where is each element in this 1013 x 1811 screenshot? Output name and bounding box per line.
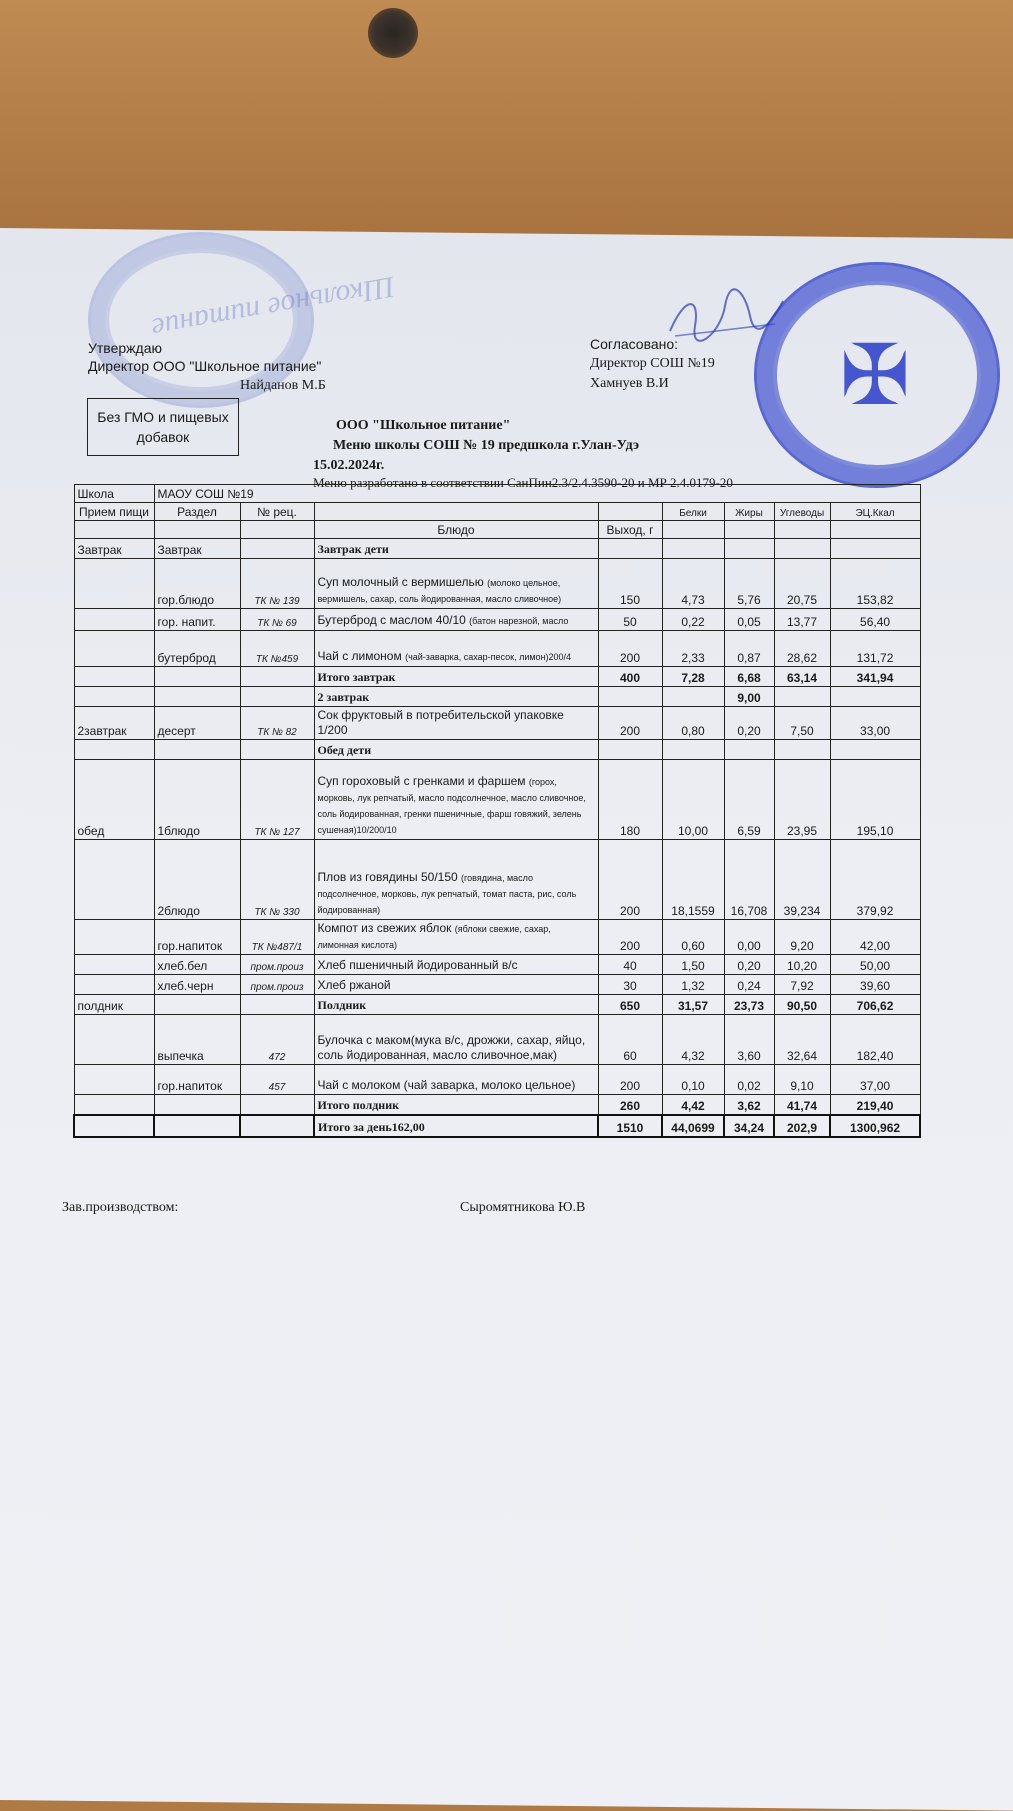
section-cell: гор.блюдо [154,559,240,609]
section-cell [154,740,240,760]
kcal-cell: 37,00 [830,1065,920,1095]
heading-norms: Меню разработано в соответствии СанПин2.3/2.4.3590-20 и МР 2.4.0179-20 [313,475,733,490]
recipe-cell: пром.произ [240,975,314,995]
kcal-cell [830,539,920,559]
carbs-cell: 23,95 [774,760,830,840]
yield-cell: 650 [598,995,662,1015]
recipe-cell: ТК № 82 [240,707,314,740]
meal-cell [74,687,154,707]
approve-label: Утверждаю [88,340,162,356]
table-row [74,707,920,740]
table-row [74,760,920,840]
table-row [74,631,920,667]
meal-cell [74,667,154,687]
dish-cell [314,667,598,687]
meal-cell: 2завтрак [74,707,154,740]
table-row [74,1015,920,1065]
yield-cell: 200 [598,707,662,740]
kcal-cell: 706,62 [830,995,920,1015]
menu-table [73,484,921,1138]
fat-cell: 6,68 [724,667,774,687]
meal-cell: обед [74,760,154,840]
fat-cell: 0,87 [724,631,774,667]
header-yield: Выход, г [598,521,662,539]
signature-icon [665,286,785,346]
fat-cell: 5,76 [724,559,774,609]
dish-ingredients: (батон нарезной, масло [469,616,569,626]
header-recipe: № рец. [240,503,314,521]
fat-cell: 0,00 [724,920,774,955]
dish-name: Булочка с маком(мука в/с, дрожжи, сахар, яйцо, соль йодированная, масло сливочное,мак) [317,1033,586,1062]
company-stamp-text: Школьное питание [149,269,398,346]
dish-cell [314,995,598,1015]
fat-cell: 0,20 [724,955,774,975]
table-row [74,995,920,1015]
meal-cell [74,1115,154,1137]
header-dish: Блюдо [314,521,598,539]
recipe-cell [240,539,314,559]
fat-cell: 0,20 [724,707,774,740]
fat-cell [724,740,774,760]
table-row [74,740,920,760]
yield-cell: 40 [598,955,662,975]
header-protein: Белки [662,503,724,521]
dish-name: Итого полдник [317,1097,400,1112]
protein-cell: 2,33 [662,631,724,667]
table-row [74,687,920,707]
section-cell: Завтрак [154,539,240,559]
kcal-cell: 1300,962 [830,1115,920,1137]
table-row [74,955,920,975]
meal-cell [74,1015,154,1065]
dish-ingredients: (молоко цельное, вермишель, сахар, соль йодированная, масло сливочное) [317,578,562,604]
protein-cell: 44,0699 [662,1115,724,1137]
dish-cell [314,559,598,609]
yield-cell: 200 [598,631,662,667]
coat-of-arms-icon: ✠ [839,328,911,422]
protein-cell: 1,50 [662,955,724,975]
table-row [74,1095,920,1115]
recipe-cell: пром.произ [240,955,314,975]
dish-name: 2 завтрак [317,690,370,704]
section-cell: гор.напиток [154,920,240,955]
protein-cell: 10,00 [662,760,724,840]
fat-cell: 3,62 [724,1095,774,1115]
yield-cell: 200 [598,1065,662,1095]
school-label: Школа [74,485,154,503]
fat-cell: 23,73 [724,995,774,1015]
yield-cell [598,740,662,760]
table-row [74,667,920,687]
meal-cell [74,559,154,609]
recipe-cell [240,740,314,760]
header-meal: Прием пищи [74,503,154,521]
dish-cell [314,631,598,667]
recipe-cell: ТК № 139 [240,559,314,609]
table-row [74,609,920,631]
carbs-cell: 7,50 [774,707,830,740]
yield-cell: 400 [598,667,662,687]
recipe-cell: ТК № 127 [240,760,314,840]
section-cell: хлеб.черн [154,975,240,995]
header-section: Раздел [154,503,240,521]
protein-cell: 18,1559 [662,840,724,920]
yield-cell [598,687,662,707]
protein-cell [662,539,724,559]
heading-menu-title: Меню школы СОШ № 19 предшкола г.Улан-Удэ [333,438,640,453]
table-row [74,539,920,559]
table-row [74,1115,920,1137]
recipe-cell [240,1095,314,1115]
school-value: МАОУ СОШ №19 [154,485,920,503]
section-cell: бутерброд [154,631,240,667]
table-row [74,559,920,609]
fat-cell: 3,60 [724,1015,774,1065]
fat-cell: 6,59 [724,760,774,840]
dish-name: Суп гороховый с гренками и фаршем [317,774,526,788]
table-row [74,1065,920,1095]
kcal-cell: 182,40 [830,1015,920,1065]
no-gmo-notice: Без ГМО и пищевых добавок [87,398,239,456]
carbs-cell [774,539,830,559]
heading-org: ООО "Школьное питание" [336,418,511,433]
protein-cell: 0,60 [662,920,724,955]
fat-cell: 9,00 [724,687,774,707]
section-cell [154,687,240,707]
dish-name: Суп молочный с вермишелью [317,575,484,589]
dish-cell [314,707,598,740]
dish-name: Чай с молоком (чай заварка, молоко цельное) [317,1078,576,1092]
meal-cell [74,609,154,631]
agree-label: Согласовано: [590,336,679,352]
recipe-cell: ТК №487/1 [240,920,314,955]
carbs-cell: 20,75 [774,559,830,609]
carbs-cell [774,740,830,760]
carbs-cell: 7,92 [774,975,830,995]
carbs-cell: 202,9 [774,1115,830,1137]
dish-ingredients: (горох, морковь, лук репчатый, масло подсолнечное, масло сливочное, соль йодированная, гренки пшеничные, фарш говяжий, зелень сушеная)10/200/10 [317,777,586,835]
fat-cell: 0,05 [724,609,774,631]
header-carbs: Углеводы [774,503,830,521]
protein-cell: 4,32 [662,1015,724,1065]
carbs-cell [774,687,830,707]
kcal-cell [830,687,920,707]
protein-cell: 0,80 [662,707,724,740]
yield-cell: 150 [598,559,662,609]
meal-cell [74,840,154,920]
recipe-cell [240,995,314,1015]
dish-cell [314,760,598,840]
dish-name: Плов из говядины 50/150 [317,870,458,884]
kcal-cell: 33,00 [830,707,920,740]
dish-name: Обед дети [317,743,372,757]
recipe-cell [240,667,314,687]
protein-cell: 4,42 [662,1095,724,1115]
header-kcal: ЭЦ.Ккал [830,503,920,521]
recipe-cell: ТК № 69 [240,609,314,631]
dish-name: Хлеб ржаной [317,978,391,992]
dish-cell [314,920,598,955]
dish-name: Итого завтрак [317,670,396,684]
carbs-cell: 28,62 [774,631,830,667]
yield-cell: 50 [598,609,662,631]
section-cell [154,995,240,1015]
approve-position: Директор ООО "Школьное питание" [88,358,322,374]
yield-cell: 30 [598,975,662,995]
carbs-cell: 13,77 [774,609,830,631]
fat-cell: 16,708 [724,840,774,920]
dish-cell [314,1015,598,1065]
section-cell: выпечка [154,1015,240,1065]
meal-cell [74,975,154,995]
kcal-cell: 50,00 [830,955,920,975]
dish-cell [314,539,598,559]
wall-hole [368,8,418,58]
section-cell: 1блюдо [154,760,240,840]
protein-cell: 1,32 [662,975,724,995]
kcal-cell: 131,72 [830,631,920,667]
kcal-cell: 56,40 [830,609,920,631]
agree-name: Хамнуев В.И [590,376,669,391]
dish-name: Полдник [317,998,367,1012]
carbs-cell: 9,20 [774,920,830,955]
dish-cell [314,1065,598,1095]
meal-cell [74,1065,154,1095]
protein-cell [662,687,724,707]
fat-cell [724,539,774,559]
recipe-cell: 457 [240,1065,314,1095]
kcal-cell: 341,94 [830,667,920,687]
table-row [74,975,920,995]
section-cell: гор. напит. [154,609,240,631]
yield-cell: 200 [598,840,662,920]
section-cell: хлеб.бел [154,955,240,975]
yield-cell: 60 [598,1015,662,1065]
fat-cell: 0,24 [724,975,774,995]
carbs-cell: 10,20 [774,955,830,975]
carbs-cell: 41,74 [774,1095,830,1115]
meal-cell [74,631,154,667]
meal-cell [74,920,154,955]
section-cell: 2блюдо [154,840,240,920]
dish-name: Завтрак дети [317,542,389,556]
dish-cell [314,740,598,760]
wall-background [0,0,1013,240]
meal-cell [74,955,154,975]
footer-label: Зав.производством: [62,1200,179,1215]
protein-cell: 31,57 [662,995,724,1015]
dish-cell [314,1115,598,1137]
kcal-cell: 379,92 [830,840,920,920]
dish-name: Сок фруктовый в потребительской упаковке 1/200 [317,708,564,737]
recipe-cell [240,687,314,707]
meal-cell: Завтрак [74,539,154,559]
recipe-cell: ТК №459 [240,631,314,667]
kcal-cell: 42,00 [830,920,920,955]
agree-position: Директор СОШ №19 [590,356,715,371]
yield-cell: 180 [598,760,662,840]
dish-ingredients: (яблоки свежие, сахар, лимонная кислота) [317,924,551,950]
header-fat: Жиры [724,503,774,521]
carbs-cell: 63,14 [774,667,830,687]
table-row [74,840,920,920]
footer-name: Сыромятникова Ю.В [460,1200,586,1215]
fat-cell: 0,02 [724,1065,774,1095]
protein-cell: 0,10 [662,1065,724,1095]
section-cell [154,667,240,687]
dish-ingredients: (говядина, масло подсолнечное, морковь, лук репчатый, томат паста, рис, соль йодированная) [317,873,577,915]
dish-name: Чай с лимоном [317,649,402,663]
dish-name: Хлеб пшеничный йодированный в/с [317,958,518,972]
section-cell [154,1115,240,1137]
carbs-cell: 9,10 [774,1065,830,1095]
approve-name: Найданов М.Б [240,378,326,393]
yield-cell [598,539,662,559]
dish-cell [314,955,598,975]
section-cell: десерт [154,707,240,740]
yield-cell: 200 [598,920,662,955]
dish-name: Бутерброд с маслом 40/10 [317,613,466,627]
meal-cell: полдник [74,995,154,1015]
carbs-cell: 90,50 [774,995,830,1015]
kcal-cell: 195,10 [830,760,920,840]
yield-cell: 260 [598,1095,662,1115]
carbs-cell: 32,64 [774,1015,830,1065]
meal-cell [74,1095,154,1115]
table-row [74,920,920,955]
dish-name: Итого за день162,00 [318,1119,425,1134]
section-cell [154,1095,240,1115]
carbs-cell: 39,234 [774,840,830,920]
kcal-cell: 153,82 [830,559,920,609]
dish-ingredients: (чай-заварка, сахар-песок, лимон)200/4 [405,652,572,662]
dish-cell [314,840,598,920]
kcal-cell: 39,60 [830,975,920,995]
protein-cell: 0,22 [662,609,724,631]
dish-cell [314,1095,598,1115]
kcal-cell: 219,40 [830,1095,920,1115]
dish-cell [314,975,598,995]
protein-cell: 4,73 [662,559,724,609]
heading-date: 15.02.2024г. [313,458,385,473]
meal-cell [74,740,154,760]
protein-cell: 7,28 [662,667,724,687]
dish-cell [314,609,598,631]
menu-rows [74,539,920,1137]
fat-cell: 34,24 [724,1115,774,1137]
dish-name: Компот из свежих яблок [317,921,452,935]
yield-cell: 1510 [598,1115,662,1137]
dish-cell [314,687,598,707]
kcal-cell [830,740,920,760]
recipe-cell: ТК № 330 [240,840,314,920]
recipe-cell: 472 [240,1015,314,1065]
recipe-cell [240,1115,314,1137]
section-cell: гор.напиток [154,1065,240,1095]
protein-cell [662,740,724,760]
